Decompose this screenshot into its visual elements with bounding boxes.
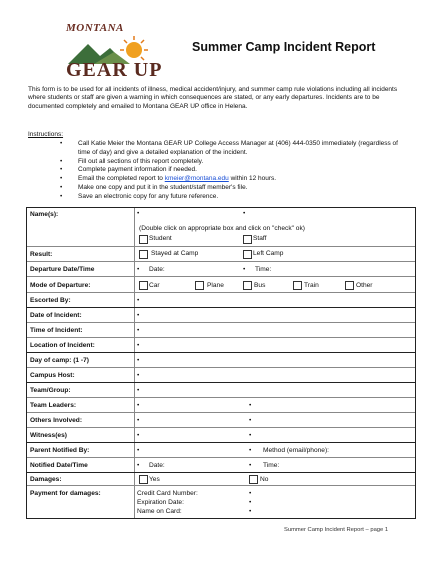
train-checkbox[interactable] xyxy=(293,281,302,290)
label-date-of-incident: Date of Incident: xyxy=(30,312,82,319)
logo-text-montana: MONTANA xyxy=(66,22,124,34)
bullet: • xyxy=(137,417,140,424)
stayed-at-camp-checkbox[interactable] xyxy=(139,250,148,259)
date-label: Date: xyxy=(149,462,165,469)
bullet: • xyxy=(249,508,252,515)
incident-form xyxy=(26,207,416,519)
label-team-leaders: Team Leaders: xyxy=(30,402,77,409)
row-location-of-incident xyxy=(27,337,415,353)
bullet: • xyxy=(243,210,246,217)
row-departure-datetime xyxy=(27,261,415,277)
bullet: • xyxy=(137,327,140,334)
instructions-heading: Instructions: xyxy=(28,131,64,138)
bullet: • xyxy=(249,499,252,506)
bullet: • xyxy=(249,432,252,439)
label-day-of-camp: Day of camp: (1 -7) xyxy=(30,357,89,364)
damages-no-checkbox[interactable] xyxy=(249,475,258,484)
train-label: Train xyxy=(304,282,319,289)
label-payment: Payment for damages: xyxy=(30,490,101,497)
bullet: • xyxy=(137,312,140,319)
damages-yes-checkbox[interactable] xyxy=(139,475,148,484)
row-others-involved xyxy=(27,412,415,428)
plane-label: Plane xyxy=(207,282,224,289)
time-label: Time: xyxy=(263,462,280,469)
intro-paragraph: This form is to be used for all incidents of illness, medical accident/injury, and summer camp rule violations including all incidents where students or staff are given a warning in which consequences are stated, or any early departures. Incidents are to be documented completely and emailed to Montana GEAR UP office in Helena. xyxy=(28,86,398,110)
logo-text-gear-up: GEAR UP xyxy=(66,59,163,81)
student-label: Student xyxy=(149,235,172,242)
yes-label: Yes xyxy=(149,476,160,483)
label-others-involved: Others Involved: xyxy=(30,417,83,424)
label-witnesses: Witness(es) xyxy=(30,432,67,439)
row-date-of-incident xyxy=(27,307,415,323)
row-mode-of-departure xyxy=(27,276,415,293)
bullet: • xyxy=(137,210,140,217)
time-label: Time: xyxy=(255,266,272,273)
row-team-group xyxy=(27,382,415,398)
row-result xyxy=(27,246,415,262)
label-parent-notified: Parent Notified By: xyxy=(30,447,90,454)
row-time-of-incident xyxy=(27,322,415,338)
other-checkbox[interactable] xyxy=(345,281,354,290)
row-payment xyxy=(27,485,415,519)
expiration-label: Expiration Date: xyxy=(137,499,184,506)
bullet: • xyxy=(137,357,140,364)
page-footer: Summer Camp Incident Report – page 1 xyxy=(284,527,389,533)
row-team-leaders xyxy=(27,397,415,413)
bullet: • xyxy=(249,402,252,409)
instruction-item: • Complete payment information if needed. xyxy=(60,166,410,175)
label-campus-host: Campus Host: xyxy=(30,372,75,379)
left-camp-label: Left Camp xyxy=(253,250,284,257)
car-checkbox[interactable] xyxy=(139,281,148,290)
bullet: • xyxy=(249,417,252,424)
bullet: • xyxy=(137,342,140,349)
row-campus-host xyxy=(27,367,415,383)
stayed-at-camp-label: Stayed at Camp xyxy=(151,250,199,257)
montana-gear-up-logo xyxy=(64,20,164,88)
bullet: • xyxy=(249,490,252,497)
left-camp-checkbox[interactable] xyxy=(243,250,252,259)
label-escorted-by: Escorted By: xyxy=(30,297,71,304)
row-day-of-camp xyxy=(27,352,415,368)
email-link[interactable]: kmeier@montana.edu xyxy=(164,175,229,183)
double-click-note: (Double click on appropriate box and click on "check" ok) xyxy=(139,225,305,232)
row-escorted-by xyxy=(27,292,415,308)
bus-label: Bus xyxy=(254,282,266,289)
row-damages xyxy=(27,472,415,486)
other-label: Other xyxy=(356,282,373,289)
label-departure-datetime: Departure Date/Time xyxy=(30,266,95,273)
staff-checkbox[interactable] xyxy=(243,235,252,244)
label-team-group: Team/Group: xyxy=(30,387,71,394)
bus-checkbox[interactable] xyxy=(243,281,252,290)
row-parent-notified xyxy=(27,442,415,458)
instruction-item: • Fill out all sections of this report completely. xyxy=(60,158,410,167)
instruction-item: • Make one copy and put it in the student/staff member's file. xyxy=(60,184,410,193)
bullet: • xyxy=(137,447,140,454)
label-result: Result: xyxy=(30,251,53,258)
row-names xyxy=(27,208,415,246)
method-label: Method (email/phone): xyxy=(263,447,329,454)
bullet: • xyxy=(137,432,140,439)
bullet: • xyxy=(137,387,140,394)
page-title: Summer Camp Incident Report xyxy=(192,40,376,54)
label-notified-datetime: Notified Date/Time xyxy=(30,462,88,469)
bullet: • xyxy=(137,462,140,469)
plane-checkbox[interactable] xyxy=(195,281,204,290)
bullet: • xyxy=(243,266,246,273)
row-notified-datetime xyxy=(27,457,415,473)
label-time-of-incident: Time of Incident: xyxy=(30,327,83,334)
label-mode-of-departure: Mode of Departure: xyxy=(30,282,91,289)
instruction-item: • Call Katie Meier the Montana GEAR UP College Access Manager at (406) 444-0350 immediately (regardless of time of day) and give a detailed explanation of the incident. xyxy=(60,140,410,158)
date-label: Date: xyxy=(149,266,165,273)
bullet: • xyxy=(137,372,140,379)
label-damages: Damages: xyxy=(30,476,62,483)
instruction-item-email: • Email the completed report to kmeier@montana.edu within 12 hours. xyxy=(60,175,410,184)
student-checkbox[interactable] xyxy=(139,235,148,244)
no-label: No xyxy=(260,476,269,483)
staff-label: Staff xyxy=(253,235,267,242)
car-label: Car xyxy=(149,282,160,289)
bullet: • xyxy=(137,297,140,304)
row-witnesses xyxy=(27,427,415,443)
bullet: • xyxy=(249,462,252,469)
bullet: • xyxy=(137,266,140,273)
label-names: Name(s): xyxy=(30,211,59,218)
instruction-item: • Save an electronic copy for any future reference. xyxy=(60,193,410,202)
cc-number-label: Credit Card Number: xyxy=(137,490,198,497)
bullet: • xyxy=(249,447,252,454)
instructions-list xyxy=(60,140,410,202)
bullet: • xyxy=(137,402,140,409)
name-on-card-label: Name on Card: xyxy=(137,508,182,515)
label-location-of-incident: Location of Incident: xyxy=(30,342,95,349)
